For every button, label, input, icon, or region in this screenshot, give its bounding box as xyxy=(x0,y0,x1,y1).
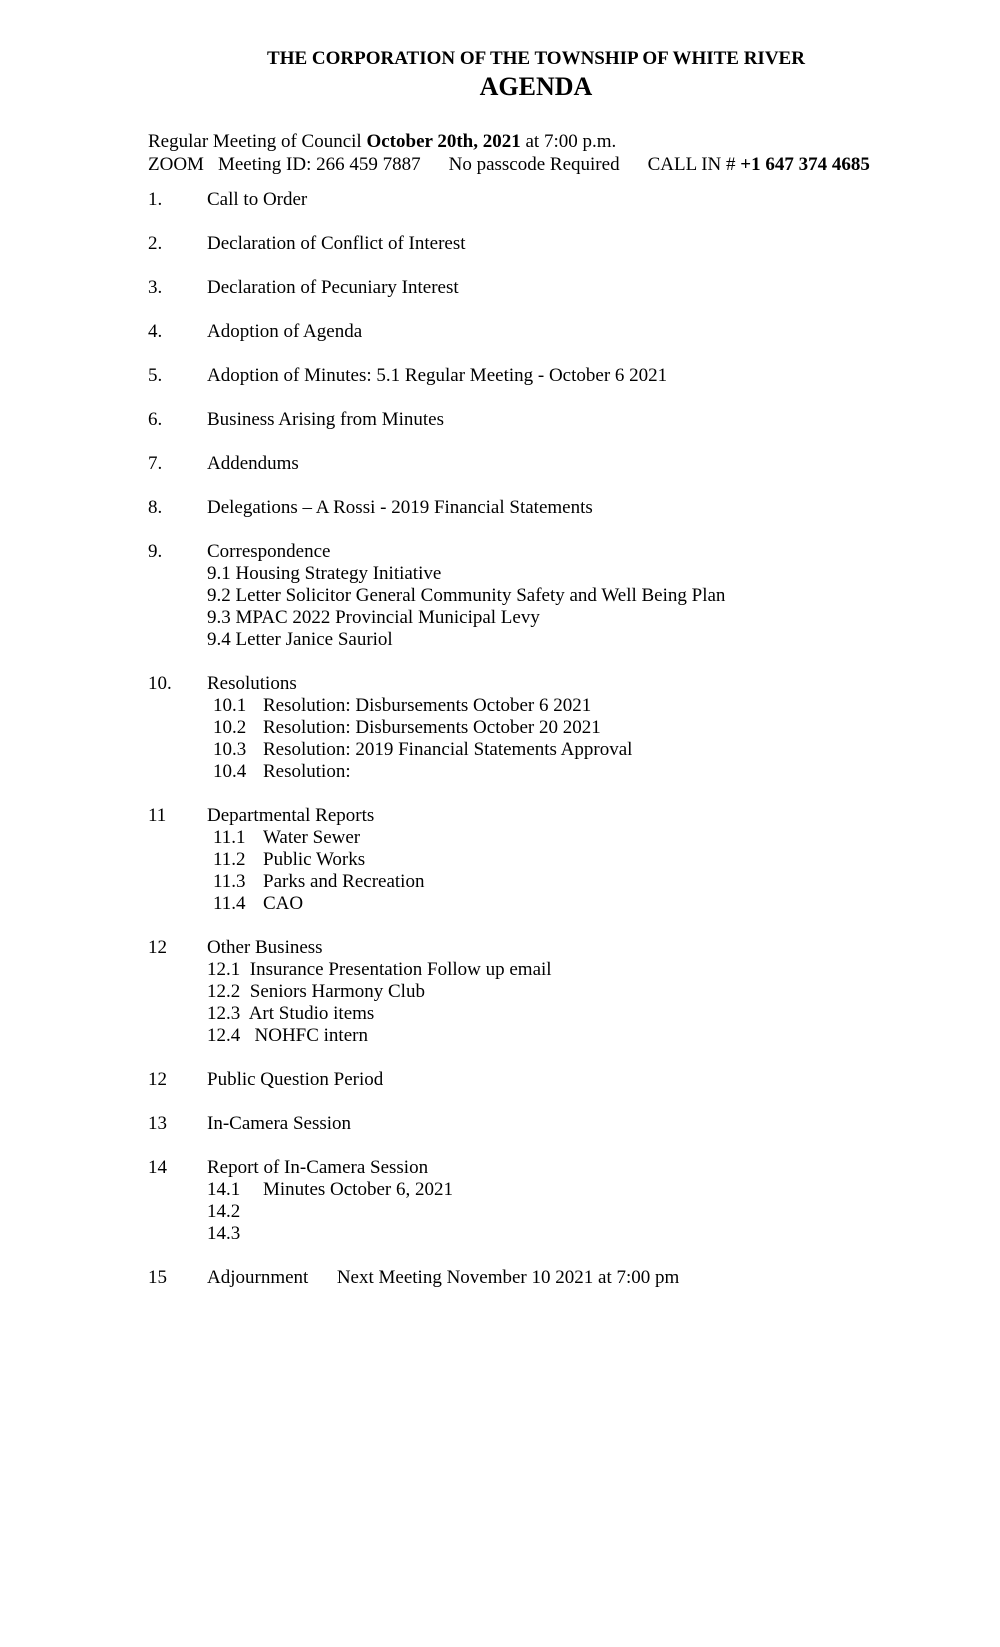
sub-item: 9.4 Letter Janice Sauriol xyxy=(207,629,393,650)
agenda-item-number: 2. xyxy=(148,233,163,254)
agenda-item-text: Call to Order xyxy=(207,189,308,210)
sub-item: 9.2 Letter Solicitor General Community Safety and Well Being Plan xyxy=(207,585,726,606)
agenda-item-number: 6. xyxy=(148,409,163,430)
agenda-item-number: 7. xyxy=(148,453,163,474)
sub-item: 9.1 Housing Strategy Initiative xyxy=(207,563,442,584)
sub-item-number: 10.4 xyxy=(213,761,247,782)
agenda-item-number: 12 xyxy=(148,1069,167,1090)
zoom-label: ZOOM xyxy=(148,154,204,175)
agenda-item-text: Business Arising from Minutes xyxy=(207,409,444,430)
agenda-item-text: In-Camera Session xyxy=(207,1113,352,1134)
sub-item-text: Resolution: Disbursements October 6 2021 xyxy=(263,695,592,716)
sub-item: 12.3 Art Studio items xyxy=(207,1003,375,1024)
sub-item xyxy=(213,694,592,717)
zoom-meeting-id: Meeting ID: 266 459 7887 xyxy=(217,154,421,175)
agenda-item-text: Adoption of Agenda xyxy=(207,321,363,342)
agenda-item-number: 4. xyxy=(148,321,163,342)
sub-item: 9.3 MPAC 2022 Provincial Municipal Levy xyxy=(207,607,540,628)
document-title: AGENDA xyxy=(479,72,593,101)
call-in-number: +1 647 374 4685 xyxy=(740,154,870,175)
sub-item: 12.4 NOHFC intern xyxy=(207,1025,368,1046)
sub-item xyxy=(213,760,351,783)
agenda-item-number: 8. xyxy=(148,497,163,518)
call-in-label: CALL IN # xyxy=(647,154,736,175)
agenda-item-text: Adjournment Next Meeting November 10 2021 at 7:00 pm xyxy=(207,1267,680,1288)
sub-item-text: Resolution: Disbursements October 20 2021 xyxy=(263,717,601,738)
agenda-item-number: 12 xyxy=(148,937,167,958)
meeting-line xyxy=(148,130,616,153)
sub-item-number: 10.3 xyxy=(213,739,247,760)
sub-item-text: Public Works xyxy=(263,849,366,870)
sub-item-number: 11.3 xyxy=(213,871,246,892)
agenda-item-text: Delegations – A Rossi - 2019 Financial Statements xyxy=(207,497,593,518)
agenda-item-number: 13 xyxy=(148,1113,167,1134)
sub-item: 12.1 Insurance Presentation Follow up email xyxy=(207,959,552,980)
sub-item-number: 14.3 xyxy=(207,1223,241,1244)
sub-item-text: Resolution: xyxy=(263,761,351,782)
agenda-item-text: Other Business xyxy=(207,937,323,958)
sub-item-number: 14.1 xyxy=(207,1179,241,1200)
agenda-item-text: Resolutions xyxy=(207,673,297,694)
sub-item-number: 10.2 xyxy=(213,717,247,738)
organization-title: THE CORPORATION OF THE TOWNSHIP OF WHITE RIVER xyxy=(267,48,805,69)
sub-item xyxy=(213,892,304,915)
sub-item xyxy=(207,1200,240,1223)
agenda-item-text: Correspondence xyxy=(207,541,331,562)
meeting-prefix: Regular Meeting of Council xyxy=(148,131,362,152)
agenda-item-number: 5. xyxy=(148,365,163,386)
sub-item xyxy=(213,848,366,871)
agenda-item-text: Report of In-Camera Session xyxy=(207,1157,429,1178)
sub-item-number: 14.2 xyxy=(207,1201,241,1222)
sub-item-text: Water Sewer xyxy=(263,827,361,848)
sub-item-number: 10.1 xyxy=(213,695,247,716)
agenda-item-text: Declaration of Conflict of Interest xyxy=(207,233,466,254)
agenda-item-number: 11 xyxy=(148,805,167,826)
sub-item-text: CAO xyxy=(263,893,304,914)
sub-item xyxy=(207,1222,240,1245)
sub-item-number: 11.4 xyxy=(213,893,246,914)
sub-item xyxy=(213,870,425,893)
zoom-line xyxy=(148,153,870,176)
sub-item-number: 11.1 xyxy=(213,827,246,848)
sub-item xyxy=(213,738,633,761)
sub-item xyxy=(213,716,601,739)
meeting-time: at 7:00 p.m. xyxy=(525,131,617,152)
agenda-item-text: Addendums xyxy=(207,453,299,474)
agenda-item-number: 15 xyxy=(148,1267,167,1288)
sub-item-number: 11.2 xyxy=(213,849,246,870)
agenda-item-text: Public Question Period xyxy=(207,1069,384,1090)
sub-item: 12.2 Seniors Harmony Club xyxy=(207,981,425,1002)
agenda-item-text: Departmental Reports xyxy=(207,805,375,826)
agenda-item-number: 3. xyxy=(148,277,163,298)
sub-item xyxy=(207,1178,453,1201)
sub-item-text: Resolution: 2019 Financial Statements Approval xyxy=(263,739,633,760)
sub-item xyxy=(213,826,361,849)
agenda-item-text: Adoption of Minutes: 5.1 Regular Meeting - October 6 2021 xyxy=(207,365,668,386)
agenda-item-number: 9. xyxy=(148,541,163,562)
meeting-date: October 20th, 2021 xyxy=(366,131,521,152)
sub-item-text: Parks and Recreation xyxy=(263,871,425,892)
agenda-item-number: 14 xyxy=(148,1157,167,1178)
agenda-item-text: Declaration of Pecuniary Interest xyxy=(207,277,459,298)
zoom-passcode: No passcode Required xyxy=(448,154,620,175)
agenda-item-number: 10. xyxy=(148,673,172,694)
agenda-item-number: 1. xyxy=(148,189,163,210)
sub-item-text: Minutes October 6, 2021 xyxy=(263,1179,453,1200)
